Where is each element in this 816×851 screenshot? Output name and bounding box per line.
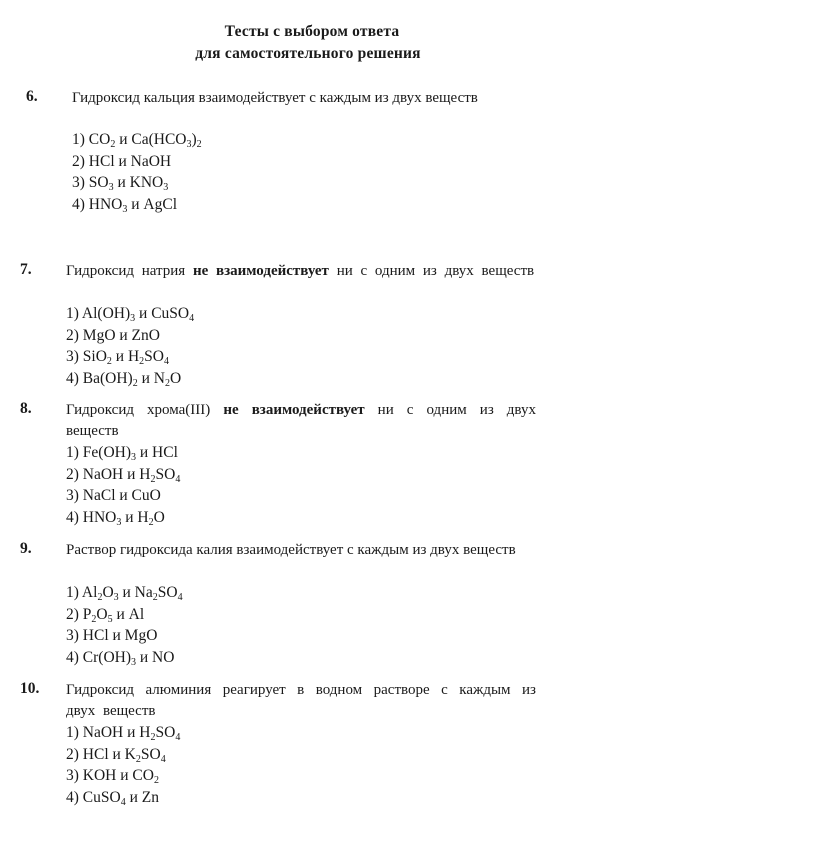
option-text: и HCl	[136, 444, 178, 461]
subscript: 5	[107, 613, 113, 625]
question-number: 7.	[20, 261, 32, 278]
answer-options	[66, 582, 183, 668]
option-text: 1) CO	[72, 131, 111, 148]
subscript: 3	[116, 516, 122, 528]
answer-option-4	[66, 647, 183, 669]
subscript: 3	[122, 203, 128, 215]
subscript: 2	[139, 356, 145, 367]
question-text	[66, 261, 536, 282]
subscript: 4	[160, 753, 166, 765]
subscript: 2	[91, 613, 97, 625]
subscript: 2	[97, 592, 103, 603]
question-number: 9.	[20, 540, 32, 557]
subscript: 4	[120, 796, 126, 808]
option-text: и KNO	[113, 174, 164, 191]
option-text: и H	[121, 508, 149, 526]
question-text-emphasis: не взаимодействует	[223, 402, 365, 418]
subscript: 2	[152, 592, 158, 603]
question-text-end: ни с одним из двух веществ	[328, 263, 535, 279]
option-text: O	[96, 605, 108, 623]
question-text: Раствор гидроксида калия взаимодействует с каждым из двух веществ	[66, 542, 516, 558]
answer-options	[72, 129, 202, 215]
question-text: Гидроксид кальция взаимодействует с каждым из двух веществ	[72, 90, 478, 106]
question-number: 6.	[26, 88, 38, 105]
option-text: 1) NaOH и H	[66, 724, 151, 741]
answer-options	[66, 442, 180, 528]
option-text: 2) MgO и ZnO	[66, 326, 160, 344]
option-text: 3) HCl и MgO	[66, 627, 158, 644]
option-text: 3) SO	[72, 174, 109, 191]
subscript: 2	[164, 377, 170, 389]
option-text: SO	[155, 465, 176, 483]
option-text: 4) CuSO	[66, 788, 121, 806]
subscript: 3	[130, 313, 136, 324]
subscript: 2	[110, 139, 116, 150]
answer-options	[66, 303, 194, 389]
answer-option-1	[66, 582, 183, 604]
page-subtitle: для самостоятельного решения	[195, 45, 421, 62]
option-text: )	[191, 131, 197, 148]
option-text: 2) NaOH и H	[66, 465, 151, 483]
answer-option-3	[72, 172, 202, 194]
option-text: и NO	[136, 648, 175, 666]
question-number: 10.	[20, 680, 40, 697]
option-text: и H	[111, 348, 140, 365]
answer-option-4	[72, 194, 202, 216]
question-text-end: ни с одним из двух веществ	[66, 402, 536, 439]
option-text: 4) HNO	[72, 195, 123, 213]
question-number: 8.	[20, 400, 32, 417]
question-text-start: Гидроксид натрия	[66, 263, 193, 279]
question-text-start: Гидроксид хрома(III)	[66, 402, 224, 418]
answer-option-3	[66, 625, 183, 647]
subscript: 2	[196, 139, 202, 150]
option-text: и AgCl	[127, 195, 178, 213]
option-text: 2) HCl и K	[66, 745, 136, 763]
subscript: 3	[131, 452, 136, 463]
answer-option-2	[66, 325, 194, 347]
option-text: SO	[144, 348, 164, 365]
question-text: Гидроксид алюминия реагирует в водном растворе с каждым из двух веществ	[66, 682, 536, 719]
subscript: 2	[153, 775, 159, 786]
option-text: O	[169, 369, 182, 387]
answer-option-2	[66, 744, 180, 766]
answer-option-2	[72, 151, 202, 173]
answer-option-1	[66, 442, 180, 464]
option-text: 3) KOH и CO	[66, 767, 154, 784]
option-text: и Ca(HCO	[115, 131, 187, 148]
subscript: 4	[175, 732, 181, 743]
option-text: и Al	[112, 605, 145, 623]
subscript: 2	[132, 377, 138, 389]
option-text: 4) HNO	[66, 508, 117, 526]
answer-option-2	[66, 604, 183, 626]
subscript: 4	[189, 313, 195, 324]
option-text: 1) Fe(OH)	[66, 444, 131, 461]
answer-option-2	[66, 464, 180, 486]
answer-option-1	[66, 722, 180, 744]
subscript: 4	[177, 592, 183, 603]
option-text: SO	[157, 584, 178, 601]
option-text: и Na	[118, 584, 153, 601]
option-text: O	[102, 584, 114, 601]
subscript: 3	[163, 182, 169, 193]
option-text: 1) Al(OH)	[66, 305, 131, 322]
subscript: 2	[150, 732, 156, 743]
subscript: 2	[106, 356, 112, 367]
subscript: 4	[175, 473, 181, 485]
option-text: 3) NaCl и CuO	[66, 487, 161, 504]
answer-option-3	[66, 346, 194, 368]
option-text: 2) P	[66, 605, 92, 623]
answer-options	[66, 722, 180, 808]
option-text: 1) Al	[66, 584, 98, 601]
option-text: и N	[137, 369, 165, 387]
answer-option-1	[66, 303, 194, 325]
option-text: O	[153, 508, 165, 526]
option-text: и CuSO	[135, 305, 190, 322]
option-text: SO	[155, 724, 176, 741]
subscript: 2	[150, 473, 156, 485]
option-text: 2) HCl и NaOH	[72, 152, 172, 170]
subscript: 3	[108, 182, 114, 193]
answer-option-1	[72, 129, 202, 151]
option-text: SO	[140, 745, 161, 763]
answer-option-4	[66, 507, 180, 529]
option-text: 4) Cr(OH)	[66, 648, 131, 666]
subscript: 3	[186, 139, 192, 150]
subscript: 2	[148, 516, 154, 528]
subscript: 4	[164, 356, 169, 367]
page-title: Тесты с выбором ответа	[224, 23, 400, 40]
option-text: 3) SiO	[66, 348, 107, 365]
question-text-emphasis: не взаимодействует	[192, 263, 329, 279]
option-text: 4) Ba(OH)	[66, 369, 133, 387]
option-text: и Zn	[125, 788, 159, 806]
subscript: 3	[113, 592, 119, 603]
subscript: 3	[131, 656, 136, 668]
answer-option-3	[66, 485, 180, 507]
answer-option-4	[66, 368, 194, 390]
question-text	[66, 400, 536, 442]
subscript: 2	[135, 753, 141, 765]
answer-option-4	[66, 787, 180, 809]
answer-option-3	[66, 765, 180, 787]
